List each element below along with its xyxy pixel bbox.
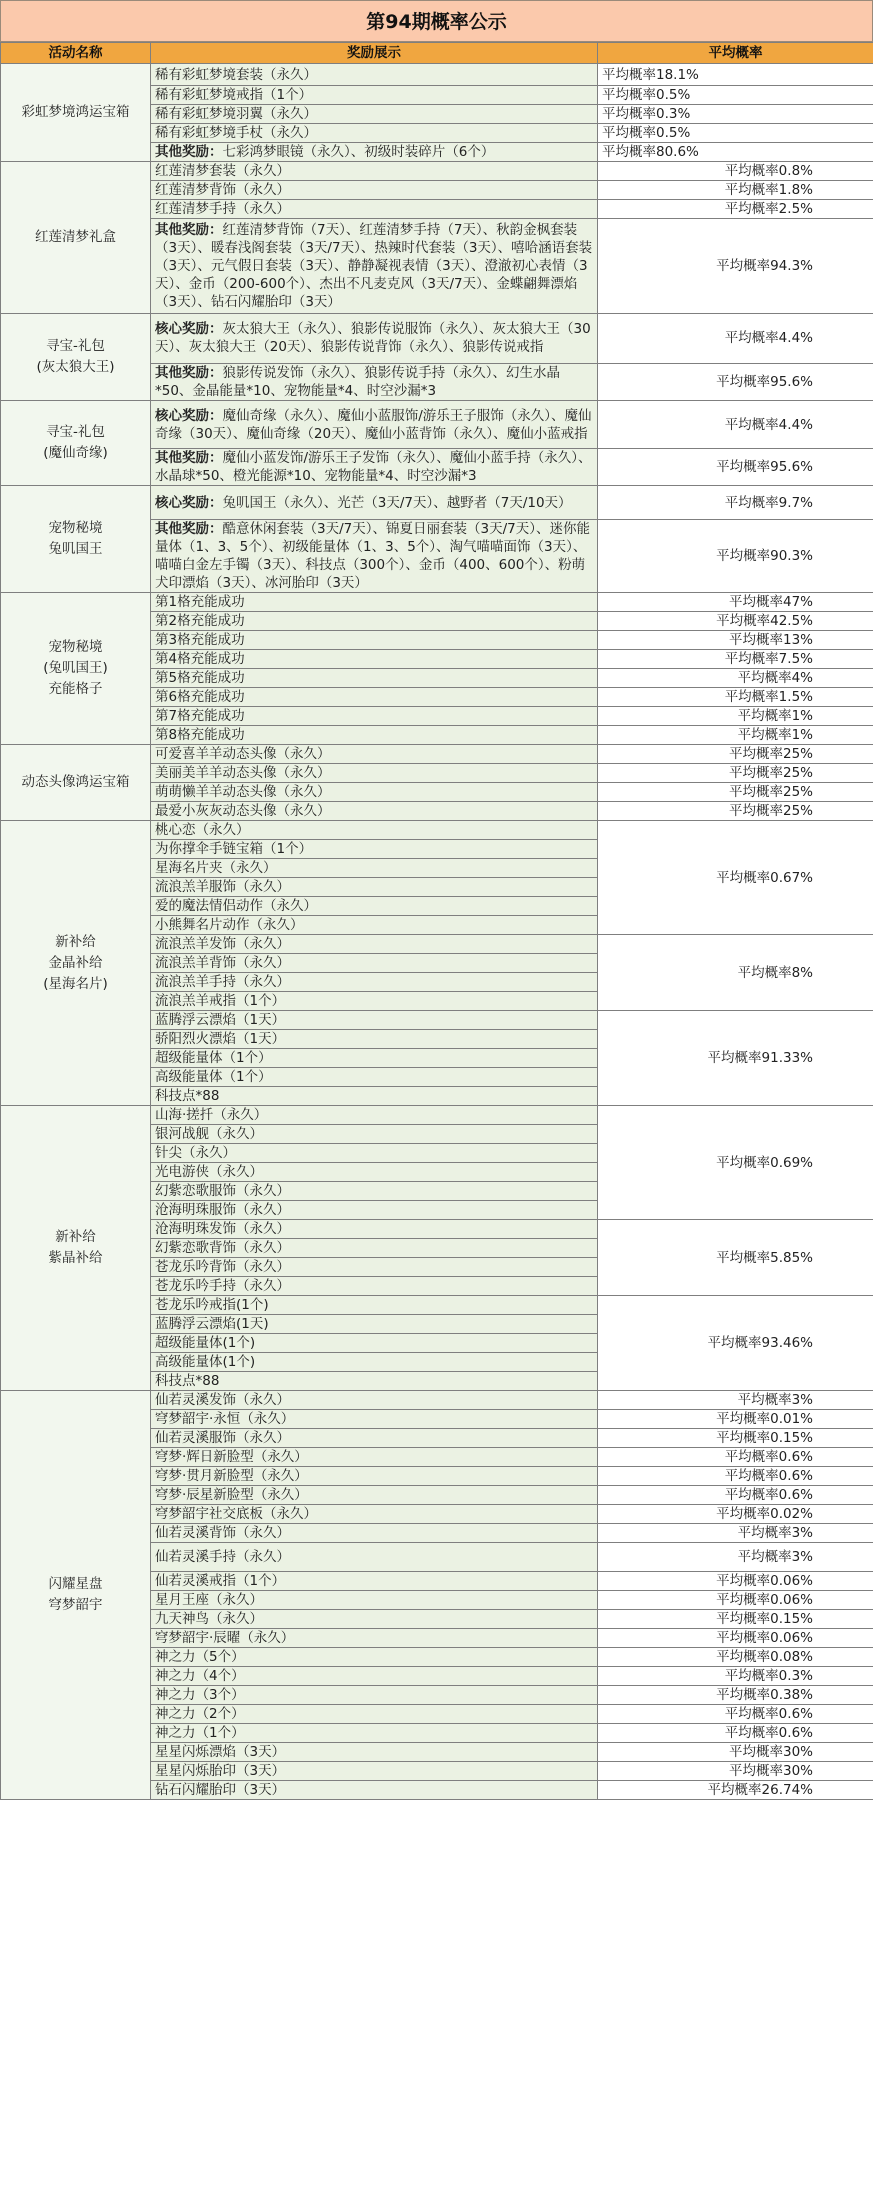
reward-cell: 苍龙乐吟戒指(1个) [151,1296,598,1315]
table-row [1,64,873,86]
reward-label: 其他奖励： [155,144,223,161]
reward-label: 核心奖励： [155,494,223,511]
reward-cell: 光电游侠（永久） [151,1163,598,1182]
activity-name: 动态头像鸿运宝箱 [1,745,151,821]
probability-cell: 平均概率0.69% [598,1106,873,1220]
reward-cell: 超级能量体（1个） [151,1049,598,1068]
reward-text: 钻石闪耀胎印（3天） [155,1782,286,1799]
reward-text: 最爱小灰灰动态头像（永久） [155,803,331,820]
activity-name: 宠物秘境 (兔叽国王) 充能格子 [1,593,151,745]
probability-cell: 平均概率3% [598,1543,873,1572]
table-row [1,162,873,181]
probability-cell: 平均概率91.33% [598,1011,873,1106]
reward-cell [151,1448,598,1467]
reward-cell [151,1429,598,1448]
table-row [1,821,873,840]
reward-label: 核心奖励： [155,407,223,424]
reward-cell: 幻紫恋歌服饰（永久） [151,1182,598,1201]
reward-text: 仙若灵溪背饰（永久） [155,1525,290,1542]
reward-cell: 苍龙乐吟背饰（永久） [151,1258,598,1277]
reward-text: 灰太狼大王（永久）、狼影传说服饰（永久）、灰太狼大王（30天）、灰太狼大王（20天）、狼影传说背饰（永久）、狼影传说戒指 [155,321,591,356]
reward-text: 神之力（2个） [155,1706,245,1723]
reward-cell [151,612,598,631]
reward-text: 穹梦·辉日新脸型（永久） [155,1449,308,1466]
probability-cell: 平均概率5.85% [598,1220,873,1296]
reward-text: 稀有彩虹梦境羽翼（永久） [155,106,317,123]
table-body [1,64,873,1800]
reward-cell [151,1591,598,1610]
activity-name: 寻宝-礼包 (灰太狼大王) [1,313,151,400]
activity-name: 新补给 紫晶补给 [1,1106,151,1391]
probability-cell: 平均概率0.01% [598,1410,873,1429]
reward-cell: 蓝腾浮云漂焰(1天) [151,1315,598,1334]
reward-text: 魔仙小蓝发饰/游乐王子发饰（永久）、魔仙小蓝手持（永久）、水晶球*50、橙光能源*10、宠物能量*4、时空沙漏*3 [155,450,592,485]
probability-cell: 平均概率93.46% [598,1296,873,1391]
table-row [1,1106,873,1125]
reward-text: 穹梦韶宇·辰曜（永久） [155,1630,295,1647]
probability-cell: 平均概率25% [598,745,873,764]
reward-text: 星星闪烁胎印（3天） [155,1763,286,1780]
probability-cell: 平均概率1% [598,707,873,726]
reward-cell [151,745,598,764]
probability-cell: 平均概率25% [598,783,873,802]
reward-cell [151,1648,598,1667]
activity-name: 宠物秘境 兔叽国王 [1,486,151,593]
probability-cell: 平均概率1.8% [598,181,873,200]
reward-cell: 高级能量体（1个） [151,1068,598,1087]
reward-label: 核心奖励： [155,321,223,338]
reward-text: 神之力（4个） [155,1668,245,1685]
reward-text: 第6格充能成功 [155,689,245,706]
activity-name: 彩虹梦境鸿运宝箱 [1,64,151,162]
reward-cell: 科技点*88 [151,1087,598,1106]
reward-cell: 科技点*88 [151,1372,598,1391]
reward-text: 稀有彩虹梦境手杖（永久） [155,125,317,142]
reward-cell [151,162,598,181]
reward-cell [151,1724,598,1743]
reward-text: 仙若灵溪发饰（永久） [155,1392,290,1409]
reward-text: 星月王座（永久） [155,1592,263,1609]
probability-cell: 平均概率4% [598,669,873,688]
reward-label: 其他奖励： [155,222,223,239]
reward-cell [151,1629,598,1648]
probability-cell: 平均概率95.6% [598,363,873,400]
reward-cell [151,1610,598,1629]
reward-cell: 爱的魔法情侣动作（永久） [151,897,598,916]
reward-cell [151,1781,598,1800]
probability-cell: 平均概率0.67% [598,821,873,935]
table-row [1,1391,873,1410]
reward-text: 九天神鸟（永久） [155,1611,263,1628]
reward-cell [151,707,598,726]
reward-text: 神之力（3个） [155,1687,245,1704]
reward-text: 穹梦·贯月新脸型（永久） [155,1468,308,1485]
reward-cell [151,1762,598,1781]
probability-cell: 平均概率0.15% [598,1610,873,1629]
probability-cell: 平均概率95.6% [598,449,873,486]
header-reward: 奖励展示 [151,43,598,64]
probability-cell: 平均概率4.4% [598,313,873,363]
reward-cell: 流浪羔羊发饰（永久） [151,935,598,954]
probability-cell: 平均概率0.6% [598,1486,873,1505]
header-activity: 活动名称 [1,43,151,64]
reward-cell [151,105,598,124]
reward-cell: 蓝腾浮云漂焰（1天） [151,1011,598,1030]
probability-cell: 平均概率0.06% [598,1591,873,1610]
probability-cell: 平均概率2.5% [598,200,873,219]
reward-cell [151,200,598,219]
reward-cell: 流浪羔羊手持（永久） [151,973,598,992]
reward-text: 红莲清梦套装（永久） [155,163,290,180]
probability-cell: 平均概率90.3% [598,520,873,593]
reward-cell: 桃心恋（永久） [151,821,598,840]
reward-text: 稀有彩虹梦境套装（永久） [155,66,317,83]
table-row [1,593,873,612]
reward-label: 其他奖励： [155,521,223,538]
probability-cell: 平均概率7.5% [598,650,873,669]
activity-name: 红莲清梦礼盒 [1,162,151,314]
reward-cell [151,631,598,650]
probability-cell: 平均概率80.6% [598,143,873,162]
reward-label: 其他奖励： [155,450,223,467]
reward-cell [151,486,598,520]
table-row [1,400,873,449]
activity-name: 闪耀星盘 穹梦韶宇 [1,1391,151,1800]
reward-cell [151,313,598,363]
probability-cell: 平均概率8% [598,935,873,1011]
reward-cell [151,400,598,449]
reward-text: 仙若灵溪戒指（1个） [155,1573,286,1590]
reward-cell [151,726,598,745]
reward-text: 星星闪烁漂焰（3天） [155,1744,286,1761]
probability-cell: 平均概率25% [598,802,873,821]
table-row [1,313,873,363]
probability-cell: 平均概率0.15% [598,1429,873,1448]
reward-cell: 沧海明珠服饰（永久） [151,1201,598,1220]
table-row [1,745,873,764]
probability-cell: 平均概率0.6% [598,1705,873,1724]
reward-cell: 超级能量体(1个) [151,1334,598,1353]
reward-cell [151,1467,598,1486]
reward-cell [151,688,598,707]
reward-cell: 星海名片夹（永久） [151,859,598,878]
page-title: 第94期概率公示 [0,0,873,42]
probability-cell: 平均概率0.8% [598,162,873,181]
probability-cell: 平均概率0.5% [598,124,873,143]
probability-cell: 平均概率0.02% [598,1505,873,1524]
reward-cell: 流浪羔羊背饰（永久） [151,954,598,973]
reward-cell [151,1743,598,1762]
reward-cell [151,86,598,105]
reward-cell: 小熊舞名片动作（永久） [151,916,598,935]
probability-cell: 平均概率0.06% [598,1629,873,1648]
reward-cell [151,669,598,688]
reward-cell [151,764,598,783]
probability-cell: 平均概率0.5% [598,86,873,105]
reward-cell: 流浪羔羊服饰（永久） [151,878,598,897]
reward-cell [151,1391,598,1410]
probability-cell: 平均概率13% [598,631,873,650]
reward-text: 第3格充能成功 [155,632,245,649]
reward-cell [151,1505,598,1524]
probability-cell: 平均概率42.5% [598,612,873,631]
reward-cell [151,143,598,162]
reward-text: 第5格充能成功 [155,670,245,687]
reward-cell [151,181,598,200]
reward-cell [151,363,598,400]
reward-text: 红莲清梦手持（永久） [155,201,290,218]
probability-cell: 平均概率0.06% [598,1572,873,1591]
activity-name: 寻宝-礼包 (魔仙奇缘) [1,400,151,486]
reward-cell: 山海·搓扦（永久） [151,1106,598,1125]
probability-cell: 平均概率30% [598,1743,873,1762]
probability-cell: 平均概率0.3% [598,105,873,124]
reward-text: 稀有彩虹梦境戒指（1个） [155,87,313,104]
reward-cell [151,1705,598,1724]
reward-cell [151,219,598,314]
reward-text: 第1格充能成功 [155,594,245,611]
reward-text: 兔叽国王（永久）、光芒（3天/7天）、越野者（7天/10天） [222,494,572,511]
probability-cell: 平均概率0.6% [598,1467,873,1486]
reward-text: 第8格充能成功 [155,727,245,744]
reward-text: 红莲清梦背饰（7天）、红莲清梦手持（7天）、秋韵金枫套装（3天）、暖春浅阁套装（3天/7天）、热辣时代套装（3天）、嘻哈涵语套装（3天）、元气假日套装（3天）、静静凝视表情（3天）、澄澈初心表情（3天）、金币（200-600个）、杰出不凡麦克风（3天/7天）、金蝶翩舞漂焰（3天）、钻石闪耀胎印（3天） [155,222,593,311]
reward-cell: 为你撑伞手链宝箱（1个） [151,840,598,859]
reward-cell [151,449,598,486]
reward-text: 仙若灵溪服饰（永久） [155,1430,290,1447]
probability-cell: 平均概率3% [598,1391,873,1410]
probability-cell: 平均概率25% [598,764,873,783]
probability-cell: 平均概率1.5% [598,688,873,707]
reward-text: 穹梦·辰星新脸型（永久） [155,1487,308,1504]
probability-cell: 平均概率3% [598,1524,873,1543]
reward-cell [151,1667,598,1686]
reward-cell [151,1572,598,1591]
probability-cell: 平均概率0.6% [598,1724,873,1743]
reward-label: 其他奖励： [155,364,223,381]
reward-cell: 高级能量体(1个) [151,1353,598,1372]
probability-cell: 平均概率0.3% [598,1667,873,1686]
reward-cell [151,124,598,143]
reward-text: 神之力（5个） [155,1649,245,1666]
reward-text: 美丽美羊羊动态头像（永久） [155,765,331,782]
reward-cell: 幻紫恋歌背饰（永久） [151,1239,598,1258]
reward-cell [151,802,598,821]
probability-cell: 平均概率30% [598,1762,873,1781]
reward-text: 红莲清梦背饰（永久） [155,182,290,199]
reward-cell [151,1543,598,1572]
probability-cell: 平均概率4.4% [598,400,873,449]
reward-text: 萌萌懒羊羊动态头像（永久） [155,784,331,801]
probability-cell: 平均概率1% [598,726,873,745]
reward-cell: 沧海明珠发饰（永久） [151,1220,598,1239]
reward-cell [151,1410,598,1429]
reward-text: 第2格充能成功 [155,613,245,630]
reward-text: 七彩鸿梦眼镜（永久）、初级时装碎片（6个） [222,144,495,161]
probability-cell: 平均概率47% [598,593,873,612]
reward-text: 穹梦韶宇·永恒（永久） [155,1411,295,1428]
probability-table [0,42,873,1800]
probability-cell: 平均概率26.74% [598,1781,873,1800]
reward-text: 狼影传说发饰（永久）、狼影传说手持（永久）、幻生水晶*50、金晶能量*10、宠物能量*4、时空沙漏*3 [155,364,560,399]
probability-cell: 平均概率0.38% [598,1686,873,1705]
reward-cell [151,783,598,802]
probability-cell: 平均概率94.3% [598,219,873,314]
reward-text: 神之力（1个） [155,1725,245,1742]
table-row [1,486,873,520]
reward-text: 魔仙奇缘（永久）、魔仙小蓝服饰/游乐王子服饰（永久）、魔仙奇缘（30天）、魔仙奇缘（20天）、魔仙小蓝背饰（永久）、魔仙小蓝戒指 [155,407,592,442]
reward-cell [151,1686,598,1705]
reward-cell: 骄阳烈火漂焰（1天） [151,1030,598,1049]
probability-cell: 平均概率0.08% [598,1648,873,1667]
reward-cell: 针尖（永久） [151,1144,598,1163]
probability-cell: 平均概率0.6% [598,1448,873,1467]
reward-cell [151,593,598,612]
header-probability: 平均概率 [598,43,873,64]
reward-text: 第4格充能成功 [155,651,245,668]
reward-text: 第7格充能成功 [155,708,245,725]
reward-cell: 流浪羔羊戒指（1个） [151,992,598,1011]
reward-cell [151,1486,598,1505]
reward-cell: 银河战舰（永久） [151,1125,598,1144]
activity-name: 新补给 金晶补给 (星海名片) [1,821,151,1106]
reward-text: 酷意休闲套装（3天/7天）、锦夏日丽套装（3天/7天）、迷你能量体（1、3、5个）、初级能量体（1、3、5个）、淘气喵喵面饰（3天）、喵喵白金左手镯（3天）、科技点（300个）、金币（400、600个）、粉萌犬印漂焰（3天）、冰河胎印（3天） [155,521,590,592]
probability-cell: 平均概率18.1% [598,64,873,86]
reward-cell [151,64,598,86]
reward-cell [151,1524,598,1543]
probability-cell: 平均概率9.7% [598,486,873,520]
reward-cell [151,520,598,593]
reward-text: 可爱喜羊羊动态头像（永久） [155,746,331,763]
reward-cell [151,650,598,669]
reward-cell: 苍龙乐吟手持（永久） [151,1277,598,1296]
reward-text: 仙若灵溪手持（永久） [155,1549,290,1566]
reward-text: 穹梦韶宇社交底板（永久） [155,1506,317,1523]
